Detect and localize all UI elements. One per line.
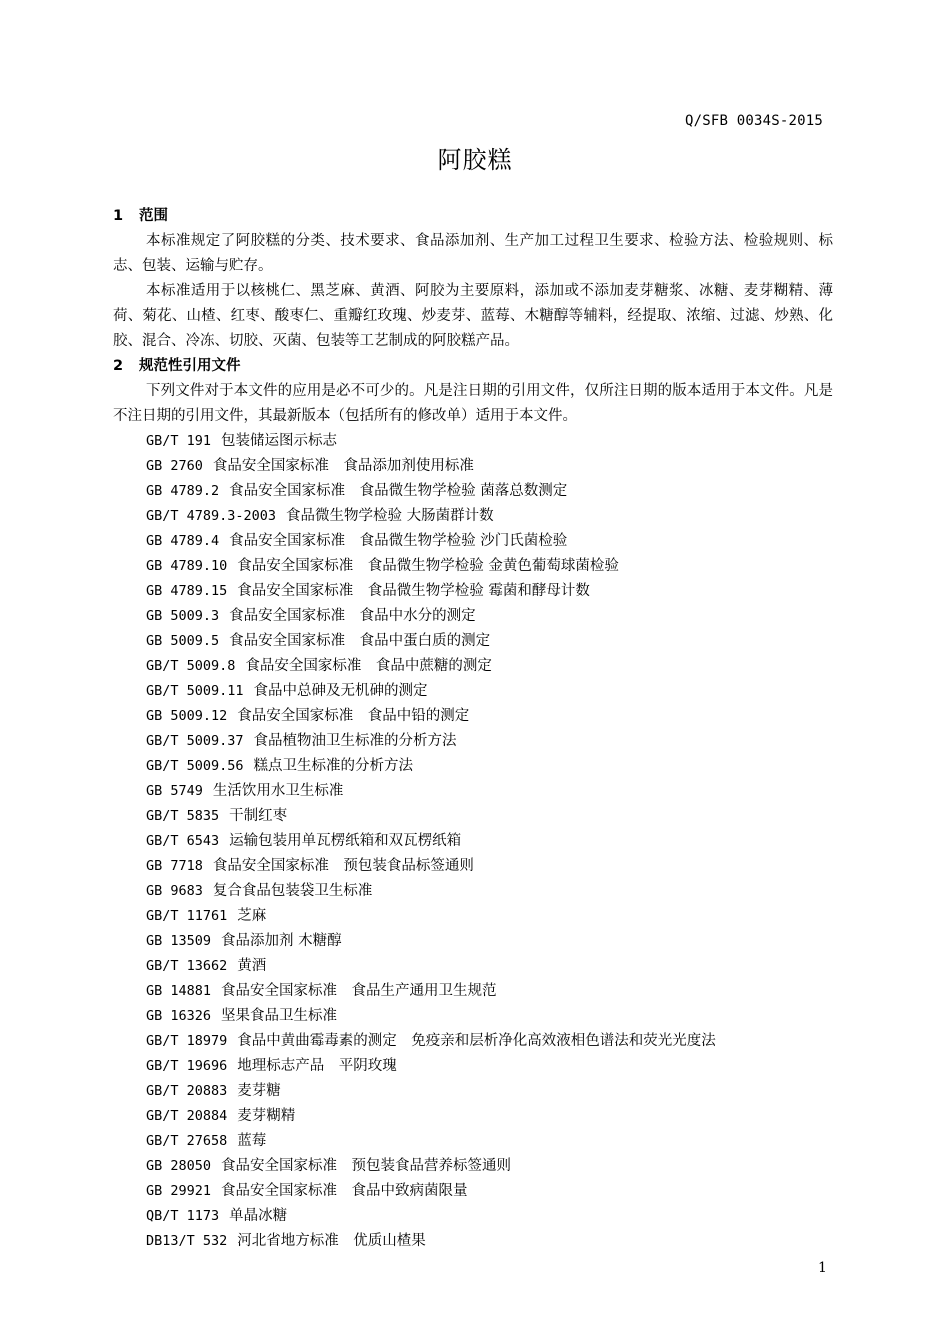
reference-title: 食品安全国家标准 食品添加剂使用标准 xyxy=(212,458,474,474)
reference-item xyxy=(146,554,833,579)
reference-code: GB 4789.10 xyxy=(146,558,228,574)
reference-item xyxy=(146,529,833,554)
reference-title: 食品安全国家标准 食品微生物学检验 菌落总数测定 xyxy=(229,483,568,499)
reference-title: 食品微生物学检验 大肠菌群计数 xyxy=(286,508,494,524)
reference-code: GB/T 5009.8 xyxy=(146,658,236,674)
reference-title: 食品安全国家标准 预包装食品营养标签通则 xyxy=(221,1158,512,1174)
reference-code: GB 29921 xyxy=(146,1183,212,1199)
scope-paragraph: 本标准适用于以核桃仁、黑芝麻、黄酒、阿胶为主要原料，添加或不添加麦芽糖浆、冰糖、麦芽糊精、薄荷、菊花、山楂、红枣、酸枣仁、重瓣红玫瑰、炒麦芽、蓝莓、木糖醇等辅料，经提取、浓缩、过滤、炒熟、化胶、混合、冷冻、切胶、灭菌、包装等工艺制成的阿胶糕产品。 xyxy=(113,283,833,349)
reference-title: 食品中黄曲霉毒素的测定 免疫亲和层析净化高效液相色谱法和荧光光度法 xyxy=(237,1033,716,1049)
reference-item xyxy=(146,579,833,604)
section-heading-scope xyxy=(113,204,833,229)
reference-item xyxy=(146,454,833,479)
reference-item xyxy=(146,654,833,679)
reference-title: 运输包装用单瓦楞纸箱和双瓦楞纸箱 xyxy=(229,833,462,849)
reference-title: 复合食品包装袋卫生标准 xyxy=(212,883,373,899)
reference-title: 食品添加剂 木糖醇 xyxy=(221,933,342,949)
reference-code: GB 4789.2 xyxy=(146,483,220,499)
reference-code: GB 5009.3 xyxy=(146,608,220,624)
reference-item xyxy=(146,479,833,504)
reference-item xyxy=(146,904,833,929)
reference-item xyxy=(146,1179,833,1204)
reference-item xyxy=(146,1129,833,1154)
reference-title: 食品安全国家标准 食品微生物学检验 金黄色葡萄球菌检验 xyxy=(237,558,619,574)
section-number: 1 xyxy=(113,208,124,224)
page-number: 1 xyxy=(818,1260,827,1276)
reference-item xyxy=(146,1029,833,1054)
reference-code: GB 7718 xyxy=(146,858,203,874)
reference-code: GB/T 6543 xyxy=(146,833,220,849)
reference-title: 芝麻 xyxy=(237,908,267,924)
reference-item xyxy=(146,504,833,529)
reference-item xyxy=(146,1229,833,1254)
reference-item xyxy=(146,1079,833,1104)
reference-code: GB 5009.5 xyxy=(146,633,220,649)
reference-code: GB/T 5835 xyxy=(146,808,220,824)
reference-item xyxy=(146,829,833,854)
reference-title: 食品植物油卫生标准的分析方法 xyxy=(253,733,457,749)
scope-paragraph: 本标准规定了阿胶糕的分类、技术要求、食品添加剂、生产加工过程卫生要求、检验方法、检验规则、标志、包装、运输与贮存。 xyxy=(113,233,833,274)
standard-code: Q/SFB 0034S-2015 xyxy=(684,113,823,129)
reference-code: GB/T 18979 xyxy=(146,1033,228,1049)
reference-title: 蓝莓 xyxy=(237,1133,267,1149)
reference-title: 黄酒 xyxy=(237,958,267,974)
reference-item xyxy=(146,1104,833,1129)
reference-item xyxy=(146,604,833,629)
reference-item xyxy=(146,804,833,829)
reference-code: GB 2760 xyxy=(146,458,203,474)
reference-item xyxy=(146,1204,833,1229)
reference-code: GB/T 27658 xyxy=(146,1133,228,1149)
reference-title: 干制红枣 xyxy=(229,808,288,824)
reference-code: GB/T 5009.56 xyxy=(146,758,244,774)
reference-code: GB/T 5009.11 xyxy=(146,683,244,699)
document-body xyxy=(113,204,833,1254)
reference-title: 食品安全国家标准 预包装食品标签通则 xyxy=(212,858,474,874)
reference-code: GB 4789.4 xyxy=(146,533,220,549)
reference-code: QB/T 1173 xyxy=(146,1208,220,1224)
reference-title: 食品安全国家标准 食品中蔗糖的测定 xyxy=(245,658,492,674)
reference-code: GB 28050 xyxy=(146,1158,212,1174)
reference-title: 糕点卫生标准的分析方法 xyxy=(253,758,414,774)
reference-list xyxy=(113,429,833,1254)
reference-code: GB/T 4789.3-2003 xyxy=(146,508,277,524)
reference-code: GB 5749 xyxy=(146,783,203,799)
reference-item xyxy=(146,929,833,954)
section-number: 2 xyxy=(113,358,124,374)
reference-title: 食品安全国家标准 食品中水分的测定 xyxy=(229,608,476,624)
references-intro-paragraph: 下列文件对于本文件的应用是必不可少的。凡是注日期的引用文件，仅所注日期的版本适用于本文件。凡是不注日期的引用文件，其最新版本（包括所有的修改单）适用于本文件。 xyxy=(113,383,833,424)
reference-title: 坚果食品卫生标准 xyxy=(221,1008,338,1024)
reference-code: GB 14881 xyxy=(146,983,212,999)
reference-title: 麦芽糊精 xyxy=(237,1108,296,1124)
reference-title: 包装储运图示标志 xyxy=(221,433,338,449)
reference-title: 食品安全国家标准 食品中致病菌限量 xyxy=(221,1183,468,1199)
reference-item xyxy=(146,704,833,729)
reference-item xyxy=(146,979,833,1004)
reference-code: GB/T 20884 xyxy=(146,1108,228,1124)
reference-item xyxy=(146,1054,833,1079)
reference-item xyxy=(146,1154,833,1179)
reference-item xyxy=(146,754,833,779)
section-title: 范围 xyxy=(139,208,168,224)
reference-code: GB/T 19696 xyxy=(146,1058,228,1074)
reference-code: GB 16326 xyxy=(146,1008,212,1024)
reference-title: 单晶冰糖 xyxy=(229,1208,288,1224)
reference-code: GB 13509 xyxy=(146,933,212,949)
reference-code: GB 9683 xyxy=(146,883,203,899)
reference-code: GB/T 13662 xyxy=(146,958,228,974)
reference-title: 河北省地方标准 优质山楂果 xyxy=(237,1233,426,1249)
reference-item xyxy=(146,854,833,879)
reference-title: 生活饮用水卫生标准 xyxy=(212,783,344,799)
reference-code: GB/T 191 xyxy=(146,433,212,449)
reference-item xyxy=(146,1004,833,1029)
reference-code: GB 5009.12 xyxy=(146,708,228,724)
reference-item xyxy=(146,954,833,979)
section-title: 规范性引用文件 xyxy=(139,358,241,374)
reference-item xyxy=(146,429,833,454)
reference-title: 食品中总砷及无机砷的测定 xyxy=(253,683,428,699)
reference-item xyxy=(146,679,833,704)
reference-item xyxy=(146,729,833,754)
reference-title: 麦芽糖 xyxy=(237,1083,281,1099)
document-title: 阿胶糕 xyxy=(437,146,513,174)
reference-title: 食品安全国家标准 食品生产通用卫生规范 xyxy=(221,983,497,999)
reference-code: DB13/T 532 xyxy=(146,1233,228,1249)
section-heading-normative-references xyxy=(113,354,833,379)
reference-item xyxy=(146,629,833,654)
reference-code: GB 4789.15 xyxy=(146,583,228,599)
reference-code: GB/T 20883 xyxy=(146,1083,228,1099)
reference-item xyxy=(146,779,833,804)
reference-item xyxy=(146,879,833,904)
reference-title: 食品安全国家标准 食品中铅的测定 xyxy=(237,708,470,724)
reference-title: 食品安全国家标准 食品微生物学检验 沙门氏菌检验 xyxy=(229,533,568,549)
reference-code: GB/T 5009.37 xyxy=(146,733,244,749)
reference-code: GB/T 11761 xyxy=(146,908,228,924)
reference-title: 食品安全国家标准 食品中蛋白质的测定 xyxy=(229,633,491,649)
reference-title: 食品安全国家标准 食品微生物学检验 霉菌和酵母计数 xyxy=(237,583,590,599)
reference-title: 地理标志产品 平阴玫瑰 xyxy=(237,1058,397,1074)
